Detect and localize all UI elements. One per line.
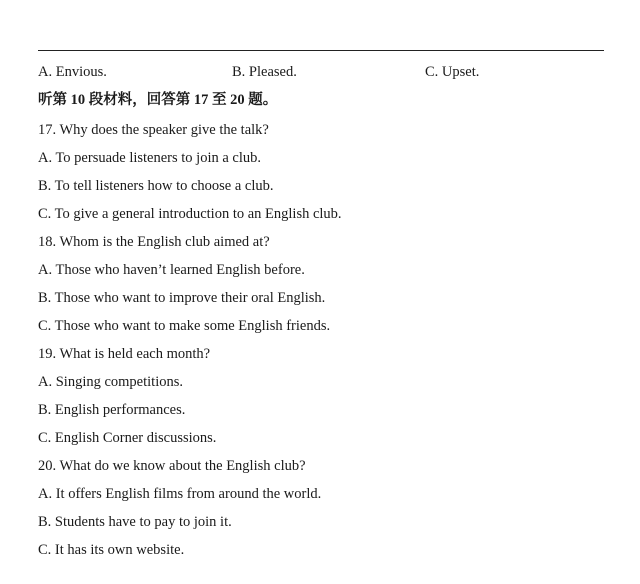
question-17-option-b: B. To tell listeners how to choose a club. (38, 178, 274, 194)
question-17-option-c: C. To give a general introduction to an English club. (38, 206, 342, 222)
question-19-stem: 19. What is held each month? (38, 346, 211, 362)
option-b: B. Pleased. (232, 64, 297, 80)
previous-question-options (38, 63, 604, 81)
question-18-option-a: A. Those who haven’t learned English before. (38, 262, 305, 278)
question-18-option-c: C. Those who want to make some English friends. (38, 318, 331, 334)
question-17-stem: 17. Why does the speaker give the talk? (38, 122, 269, 138)
option-c: C. Upset. (425, 64, 480, 80)
option-a: A. Envious. (38, 64, 107, 80)
question-20-option-a: A. It offers English films from around the world. (38, 486, 322, 502)
question-19-option-a: A. Singing competitions. (38, 374, 183, 390)
section-heading: 听第 10 段材料，回答第 17 至 20 题。 (38, 92, 278, 108)
top-rule (38, 50, 604, 51)
question-20-stem: 20. What do we know about the English club? (38, 458, 306, 474)
question-19-option-b: B. English performances. (38, 402, 186, 418)
question-19-option-c: C. English Corner discussions. (38, 430, 217, 446)
question-18-stem: 18. Whom is the English club aimed at? (38, 234, 270, 250)
question-18-option-b: B. Those who want to improve their oral English. (38, 290, 326, 306)
question-20-option-b: B. Students have to pay to join it. (38, 514, 232, 530)
question-20-option-c: C. It has its own website. (38, 542, 185, 558)
question-17-option-a: A. To persuade listeners to join a club. (38, 150, 262, 166)
